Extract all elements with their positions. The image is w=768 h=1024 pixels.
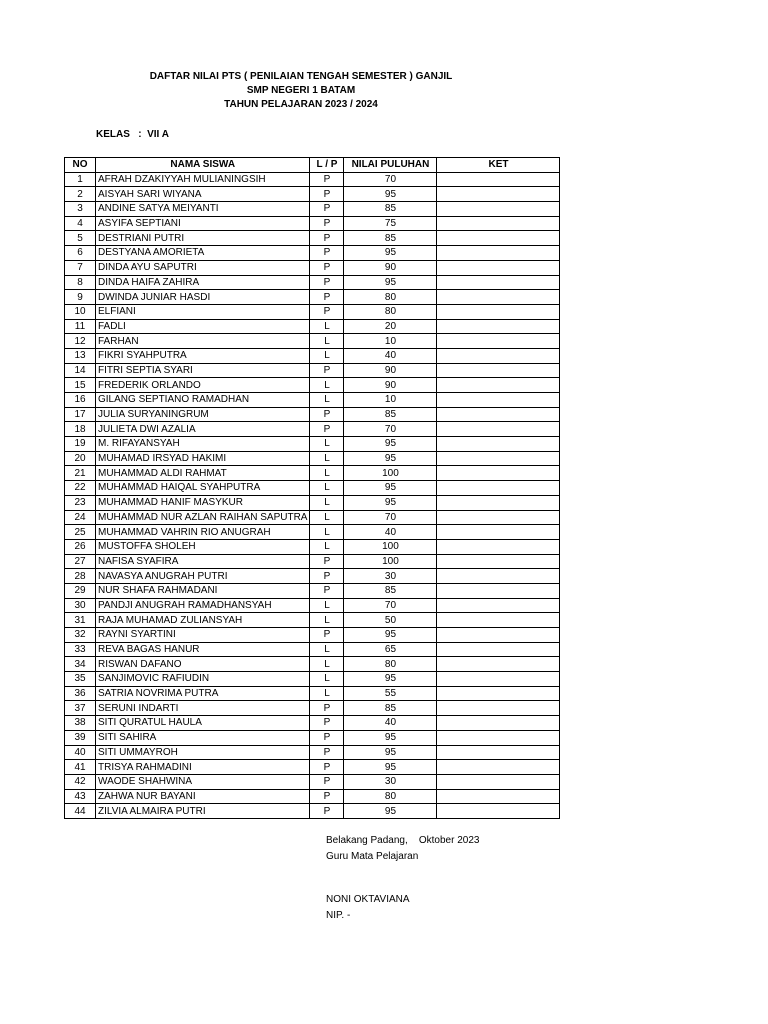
cell-lp: P [310, 760, 344, 775]
table-row [65, 407, 560, 422]
cell-nama-siswa: FITRI SEPTIA SYARI [96, 363, 310, 378]
cell-no: 17 [65, 407, 96, 422]
cell-no: 29 [65, 583, 96, 598]
cell-ket [437, 422, 560, 437]
cell-lp: L [310, 481, 344, 496]
cell-nama-siswa: WAODE SHAHWINA [96, 774, 310, 789]
cell-nilai: 10 [344, 334, 437, 349]
cell-lp: P [310, 569, 344, 584]
cell-nilai: 100 [344, 466, 437, 481]
class-label: KELAS : VII A [96, 129, 169, 140]
cell-nilai: 90 [344, 363, 437, 378]
cell-nilai: 30 [344, 774, 437, 789]
cell-lp: L [310, 495, 344, 510]
cell-nilai: 20 [344, 319, 437, 334]
cell-lp: L [310, 672, 344, 687]
cell-nilai: 100 [344, 554, 437, 569]
cell-nilai: 90 [344, 260, 437, 275]
cell-lp: P [310, 202, 344, 217]
cell-lp: P [310, 745, 344, 760]
academic-year: TAHUN PELAJARAN 2023 / 2024 [224, 99, 378, 110]
school-name: SMP NEGERI 1 BATAM [246, 85, 356, 96]
cell-no: 39 [65, 730, 96, 745]
cell-lp: P [310, 290, 344, 305]
cell-nilai: 85 [344, 583, 437, 598]
cell-nama-siswa: DINDA HAIFA ZAHIRA [96, 275, 310, 290]
cell-nama-siswa: NAFISA SYAFIRA [96, 554, 310, 569]
cell-ket [437, 774, 560, 789]
cell-no: 42 [65, 774, 96, 789]
cell-no: 5 [65, 231, 96, 246]
cell-nilai: 95 [344, 804, 437, 819]
signature-name: NONI OKTAVIANA [326, 894, 410, 905]
cell-nama-siswa: DWINDA JUNIAR HASDI [96, 290, 310, 305]
cell-nilai: 100 [344, 539, 437, 554]
cell-lp: P [310, 407, 344, 422]
column-header-nama: NAMA SISWA [96, 158, 310, 173]
table-row [65, 451, 560, 466]
cell-ket [437, 804, 560, 819]
table-row [65, 789, 560, 804]
cell-nilai: 85 [344, 202, 437, 217]
cell-ket [437, 583, 560, 598]
document-title: DAFTAR NILAI PTS ( PENILAIAN TENGAH SEMESTER ) GANJIL [149, 71, 453, 82]
cell-nilai: 10 [344, 393, 437, 408]
cell-nama-siswa: SATRIA NOVRIMA PUTRA [96, 686, 310, 701]
cell-nilai: 95 [344, 672, 437, 687]
table-row [65, 569, 560, 584]
cell-no: 21 [65, 466, 96, 481]
cell-nilai: 95 [344, 187, 437, 202]
cell-ket [437, 539, 560, 554]
table-row [65, 231, 560, 246]
table-row [65, 672, 560, 687]
cell-nama-siswa: SERUNI INDARTI [96, 701, 310, 716]
cell-lp: L [310, 613, 344, 628]
column-header-ket: KET [437, 158, 560, 173]
cell-nama-siswa: SITI SAHIRA [96, 730, 310, 745]
cell-ket [437, 172, 560, 187]
cell-no: 3 [65, 202, 96, 217]
cell-nama-siswa: ANDINE SATYA MEIYANTI [96, 202, 310, 217]
cell-ket [437, 363, 560, 378]
cell-nama-siswa: RISWAN DAFANO [96, 657, 310, 672]
cell-nama-siswa: DINDA AYU SAPUTRI [96, 260, 310, 275]
cell-lp: P [310, 701, 344, 716]
cell-nilai: 70 [344, 598, 437, 613]
cell-nilai: 65 [344, 642, 437, 657]
cell-no: 34 [65, 657, 96, 672]
table-row [65, 334, 560, 349]
cell-nilai: 50 [344, 613, 437, 628]
table-row [65, 216, 560, 231]
cell-ket [437, 304, 560, 319]
table-row [65, 290, 560, 305]
cell-nilai: 95 [344, 246, 437, 261]
table-row [65, 187, 560, 202]
table-row [65, 393, 560, 408]
cell-lp: P [310, 730, 344, 745]
table-row [65, 745, 560, 760]
cell-ket [437, 730, 560, 745]
cell-nama-siswa: AFRAH DZAKIYYAH MULIANINGSIH [96, 172, 310, 187]
cell-ket [437, 613, 560, 628]
table-row [65, 701, 560, 716]
cell-nama-siswa: NAVASYA ANUGRAH PUTRI [96, 569, 310, 584]
cell-ket [437, 686, 560, 701]
cell-no: 1 [65, 172, 96, 187]
cell-nilai: 95 [344, 628, 437, 643]
cell-nilai: 85 [344, 407, 437, 422]
column-header-no: NO [65, 158, 96, 173]
cell-nilai: 90 [344, 378, 437, 393]
cell-no: 33 [65, 642, 96, 657]
table-row [65, 510, 560, 525]
cell-nama-siswa: MUHAMMAD HANIF MASYKUR [96, 495, 310, 510]
cell-no: 7 [65, 260, 96, 275]
cell-ket [437, 672, 560, 687]
cell-lp: L [310, 598, 344, 613]
cell-ket [437, 642, 560, 657]
column-header-lp: L / P [310, 158, 344, 173]
cell-no: 24 [65, 510, 96, 525]
cell-lp: P [310, 231, 344, 246]
cell-ket [437, 554, 560, 569]
cell-lp: P [310, 789, 344, 804]
cell-ket [437, 657, 560, 672]
cell-ket [437, 745, 560, 760]
cell-lp: P [310, 260, 344, 275]
cell-nilai: 95 [344, 730, 437, 745]
cell-nilai: 85 [344, 701, 437, 716]
cell-no: 10 [65, 304, 96, 319]
cell-ket [437, 716, 560, 731]
cell-no: 22 [65, 481, 96, 496]
table-row [65, 422, 560, 437]
cell-nama-siswa: REVA BAGAS HANUR [96, 642, 310, 657]
cell-nama-siswa: PANDJI ANUGRAH RAMADHANSYAH [96, 598, 310, 613]
table-row [65, 466, 560, 481]
cell-lp: P [310, 554, 344, 569]
signature-place-date: Belakang Padang, Oktober 2023 [326, 835, 480, 846]
table-row [65, 319, 560, 334]
table-row [65, 598, 560, 613]
cell-no: 32 [65, 628, 96, 643]
cell-lp: L [310, 642, 344, 657]
cell-nama-siswa: MUHAMMAD NUR AZLAN RAIHAN SAPUTRA [96, 510, 310, 525]
cell-nama-siswa: ZAHWA NUR BAYANI [96, 789, 310, 804]
cell-ket [437, 510, 560, 525]
cell-lp: L [310, 539, 344, 554]
table-row [65, 804, 560, 819]
cell-nama-siswa: FADLI [96, 319, 310, 334]
cell-no: 28 [65, 569, 96, 584]
cell-no: 18 [65, 422, 96, 437]
cell-nilai: 95 [344, 437, 437, 452]
cell-nama-siswa: MUHAMAD IRSYAD HAKIMI [96, 451, 310, 466]
cell-nama-siswa: DESTRIANI PUTRI [96, 231, 310, 246]
cell-nilai: 95 [344, 745, 437, 760]
cell-ket [437, 246, 560, 261]
cell-ket [437, 378, 560, 393]
cell-lp: P [310, 363, 344, 378]
table-row [65, 716, 560, 731]
signature-nip: NIP. - [326, 910, 351, 921]
cell-lp: L [310, 348, 344, 363]
cell-nama-siswa: RAJA MUHAMAD ZULIANSYAH [96, 613, 310, 628]
cell-lp: P [310, 583, 344, 598]
cell-nilai: 95 [344, 451, 437, 466]
cell-ket [437, 290, 560, 305]
cell-ket [437, 348, 560, 363]
cell-no: 23 [65, 495, 96, 510]
cell-no: 12 [65, 334, 96, 349]
table-body [65, 172, 560, 818]
table-row [65, 481, 560, 496]
cell-lp: P [310, 716, 344, 731]
cell-nama-siswa: FIKRI SYAHPUTRA [96, 348, 310, 363]
cell-lp: P [310, 628, 344, 643]
cell-ket [437, 231, 560, 246]
table-row [65, 363, 560, 378]
cell-nama-siswa: MUSTOFFA SHOLEH [96, 539, 310, 554]
cell-ket [437, 334, 560, 349]
cell-nilai: 95 [344, 275, 437, 290]
cell-lp: L [310, 510, 344, 525]
table-row [65, 730, 560, 745]
table-row [65, 686, 560, 701]
cell-lp: L [310, 334, 344, 349]
cell-nama-siswa: TRISYA RAHMADINI [96, 760, 310, 775]
cell-nama-siswa: JULIA SURYANINGRUM [96, 407, 310, 422]
cell-no: 8 [65, 275, 96, 290]
cell-no: 9 [65, 290, 96, 305]
cell-lp: L [310, 378, 344, 393]
cell-no: 35 [65, 672, 96, 687]
table-row [65, 202, 560, 217]
cell-no: 38 [65, 716, 96, 731]
table-header-row [65, 158, 560, 173]
table-row [65, 172, 560, 187]
cell-nama-siswa: SITI QURATUL HAULA [96, 716, 310, 731]
table-row [65, 583, 560, 598]
cell-nilai: 55 [344, 686, 437, 701]
cell-nama-siswa: SANJIMOVIC RAFIUDIN [96, 672, 310, 687]
cell-nama-siswa: JULIETA DWI AZALIA [96, 422, 310, 437]
cell-ket [437, 598, 560, 613]
table-row [65, 539, 560, 554]
cell-no: 36 [65, 686, 96, 701]
cell-ket [437, 407, 560, 422]
cell-ket [437, 216, 560, 231]
cell-nama-siswa: ZILVIA ALMAIRA PUTRI [96, 804, 310, 819]
cell-nilai: 70 [344, 172, 437, 187]
cell-nilai: 80 [344, 290, 437, 305]
cell-lp: P [310, 304, 344, 319]
cell-ket [437, 393, 560, 408]
cell-no: 15 [65, 378, 96, 393]
cell-nama-siswa: SITI UMMAYROH [96, 745, 310, 760]
table-row [65, 613, 560, 628]
cell-no: 27 [65, 554, 96, 569]
cell-nilai: 40 [344, 716, 437, 731]
cell-ket [437, 260, 560, 275]
cell-lp: P [310, 422, 344, 437]
cell-lp: P [310, 804, 344, 819]
cell-ket [437, 628, 560, 643]
cell-nama-siswa: FARHAN [96, 334, 310, 349]
cell-no: 37 [65, 701, 96, 716]
cell-ket [437, 525, 560, 540]
cell-ket [437, 760, 560, 775]
cell-no: 14 [65, 363, 96, 378]
cell-no: 30 [65, 598, 96, 613]
cell-nama-siswa: FREDERIK ORLANDO [96, 378, 310, 393]
cell-nama-siswa: MUHAMMAD HAIQAL SYAHPUTRA [96, 481, 310, 496]
cell-ket [437, 466, 560, 481]
cell-no: 43 [65, 789, 96, 804]
table-row [65, 304, 560, 319]
cell-lp: L [310, 686, 344, 701]
cell-lp: L [310, 657, 344, 672]
cell-lp: L [310, 525, 344, 540]
table-row [65, 246, 560, 261]
cell-lp: L [310, 451, 344, 466]
cell-nilai: 70 [344, 510, 437, 525]
cell-ket [437, 319, 560, 334]
cell-nilai: 95 [344, 495, 437, 510]
cell-nilai: 95 [344, 760, 437, 775]
cell-ket [437, 437, 560, 452]
cell-nilai: 80 [344, 789, 437, 804]
table-row [65, 657, 560, 672]
cell-no: 16 [65, 393, 96, 408]
table-row [65, 642, 560, 657]
cell-nama-siswa: DESTYANA AMORIETA [96, 246, 310, 261]
cell-no: 13 [65, 348, 96, 363]
cell-lp: P [310, 216, 344, 231]
cell-nilai: 75 [344, 216, 437, 231]
signature-role: Guru Mata Pelajaran [326, 851, 419, 862]
cell-nama-siswa: MUHAMMAD VAHRIN RIO ANUGRAH [96, 525, 310, 540]
table-row [65, 774, 560, 789]
cell-no: 41 [65, 760, 96, 775]
cell-nilai: 80 [344, 304, 437, 319]
cell-no: 40 [65, 745, 96, 760]
cell-no: 44 [65, 804, 96, 819]
cell-nilai: 40 [344, 525, 437, 540]
table-row [65, 628, 560, 643]
cell-no: 20 [65, 451, 96, 466]
table-row [65, 554, 560, 569]
cell-no: 6 [65, 246, 96, 261]
cell-ket [437, 202, 560, 217]
cell-no: 4 [65, 216, 96, 231]
cell-ket [437, 451, 560, 466]
cell-nama-siswa: RAYNI SYARTINI [96, 628, 310, 643]
table-row [65, 378, 560, 393]
table-row [65, 437, 560, 452]
cell-lp: L [310, 466, 344, 481]
cell-nama-siswa: M. RIFAYANSYAH [96, 437, 310, 452]
table-row [65, 275, 560, 290]
table-row [65, 525, 560, 540]
cell-no: 31 [65, 613, 96, 628]
cell-nilai: 80 [344, 657, 437, 672]
cell-nama-siswa: AISYAH SARI WIYANA [96, 187, 310, 202]
cell-ket [437, 701, 560, 716]
cell-nilai: 70 [344, 422, 437, 437]
cell-nama-siswa: MUHAMMAD ALDI RAHMAT [96, 466, 310, 481]
cell-ket [437, 569, 560, 584]
cell-nilai: 30 [344, 569, 437, 584]
cell-nilai: 85 [344, 231, 437, 246]
cell-ket [437, 495, 560, 510]
cell-lp: P [310, 246, 344, 261]
column-header-nilai: NILAI PULUHAN [344, 158, 437, 173]
cell-lp: P [310, 187, 344, 202]
cell-ket [437, 481, 560, 496]
cell-nama-siswa: ASYIFA SEPTIANI [96, 216, 310, 231]
cell-ket [437, 187, 560, 202]
cell-ket [437, 789, 560, 804]
cell-no: 2 [65, 187, 96, 202]
cell-lp: P [310, 172, 344, 187]
table-row [65, 260, 560, 275]
table-row [65, 348, 560, 363]
cell-no: 11 [65, 319, 96, 334]
grades-table [64, 157, 560, 819]
cell-nilai: 95 [344, 481, 437, 496]
table-row [65, 760, 560, 775]
cell-no: 19 [65, 437, 96, 452]
cell-lp: P [310, 774, 344, 789]
cell-lp: P [310, 275, 344, 290]
cell-nilai: 40 [344, 348, 437, 363]
table-row [65, 495, 560, 510]
cell-lp: L [310, 437, 344, 452]
cell-nama-siswa: NUR SHAFA RAHMADANI [96, 583, 310, 598]
cell-ket [437, 275, 560, 290]
cell-no: 25 [65, 525, 96, 540]
cell-nama-siswa: ELFIANI [96, 304, 310, 319]
cell-nama-siswa: GILANG SEPTIANO RAMADHAN [96, 393, 310, 408]
cell-no: 26 [65, 539, 96, 554]
cell-lp: L [310, 319, 344, 334]
cell-lp: L [310, 393, 344, 408]
